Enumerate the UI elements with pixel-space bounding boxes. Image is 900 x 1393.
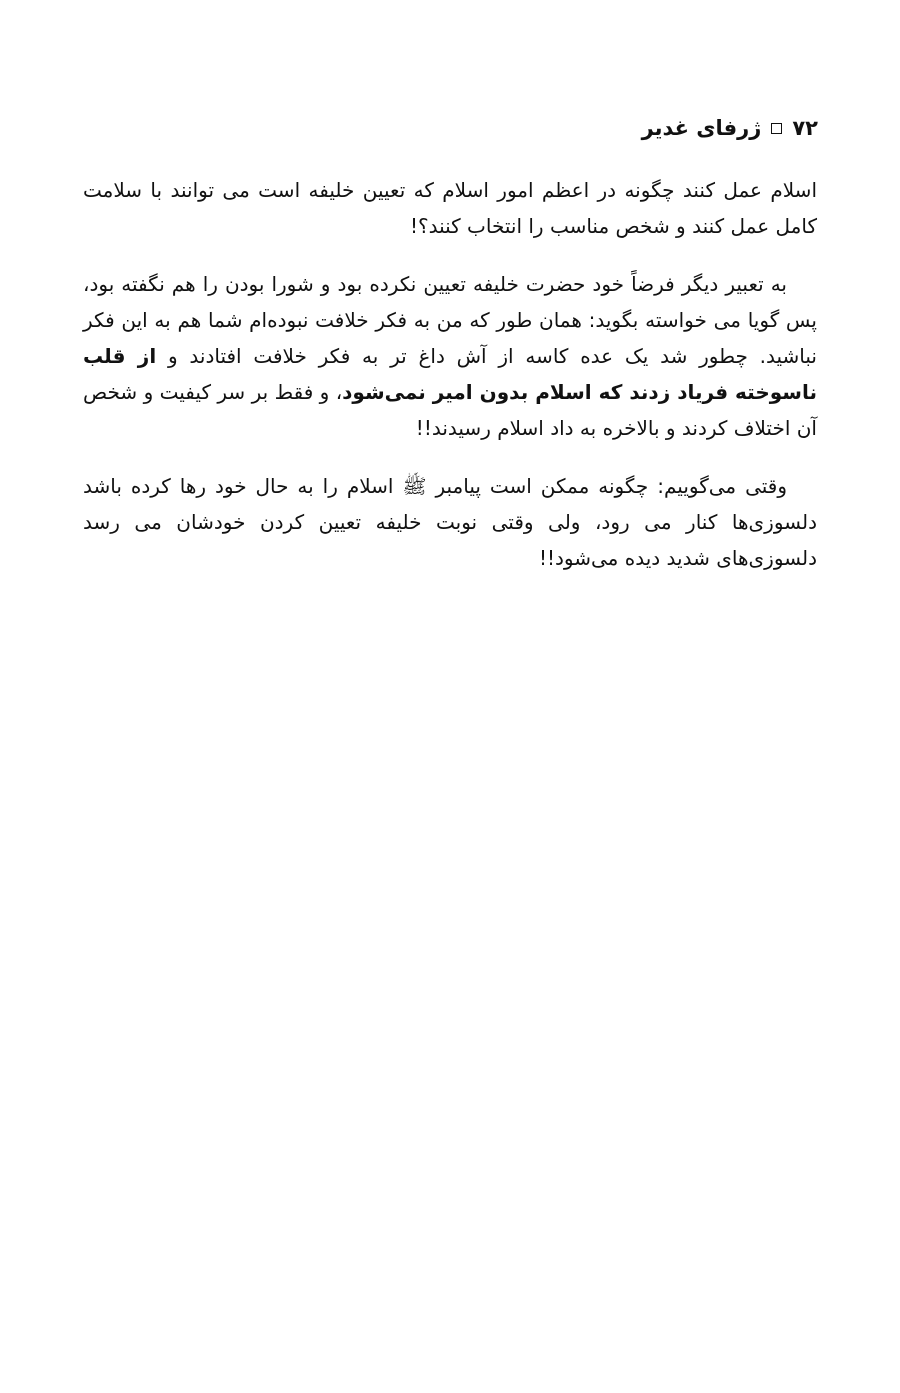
paragraph-2 xyxy=(83,266,817,446)
page-header xyxy=(642,116,818,140)
paragraph-2-bold-phrase: از قلب ناسوخته فریاد زدند که اسلام بدون امیر نمی‌شود xyxy=(83,344,817,404)
page-body xyxy=(83,172,817,598)
paragraph-1: اسلام عمل کنند چگونه در اعظم امور اسلام که تعیین خلیفه است می توانند با سلامت کامل عمل کنند و شخص مناسب را انتخاب کنند؟! xyxy=(83,178,817,238)
paragraph-2-part-a: به تعبیر دیگر فرضاً خود حضرت خلیفه تعیین نکرده بود و شورا بودن را هم نگفته بود، پس گویا می خواسته بگوید: همان طور که من به فکر خلافت نبوده‌ام شما هم به این فکر نباشید. چطور شد یک عده کاسه از آش داغ تر به فکر خلافت افتادند و xyxy=(83,272,818,368)
paragraph-2-part-b: ، و فقط بر سر کیفیت و شخص آن اختلاف کردند و بالاخره به داد اسلام رسیدند!! xyxy=(83,380,817,440)
page-number: ۷۲ xyxy=(792,116,818,140)
book-title: ژرفای غدیر xyxy=(641,116,762,140)
paragraph-3: وقتی می‌گوییم: چگونه ممکن است پیامبر ﷺ اسلام را به حال خود رها کرده باشد دلسوزی‌ها کنار می رود، ولی وقتی نوبت خلیفه تعیین کردن خودشان می رسد دلسوزی‌های شدید دیده می‌شود!! xyxy=(83,474,817,570)
square-icon xyxy=(771,123,782,134)
